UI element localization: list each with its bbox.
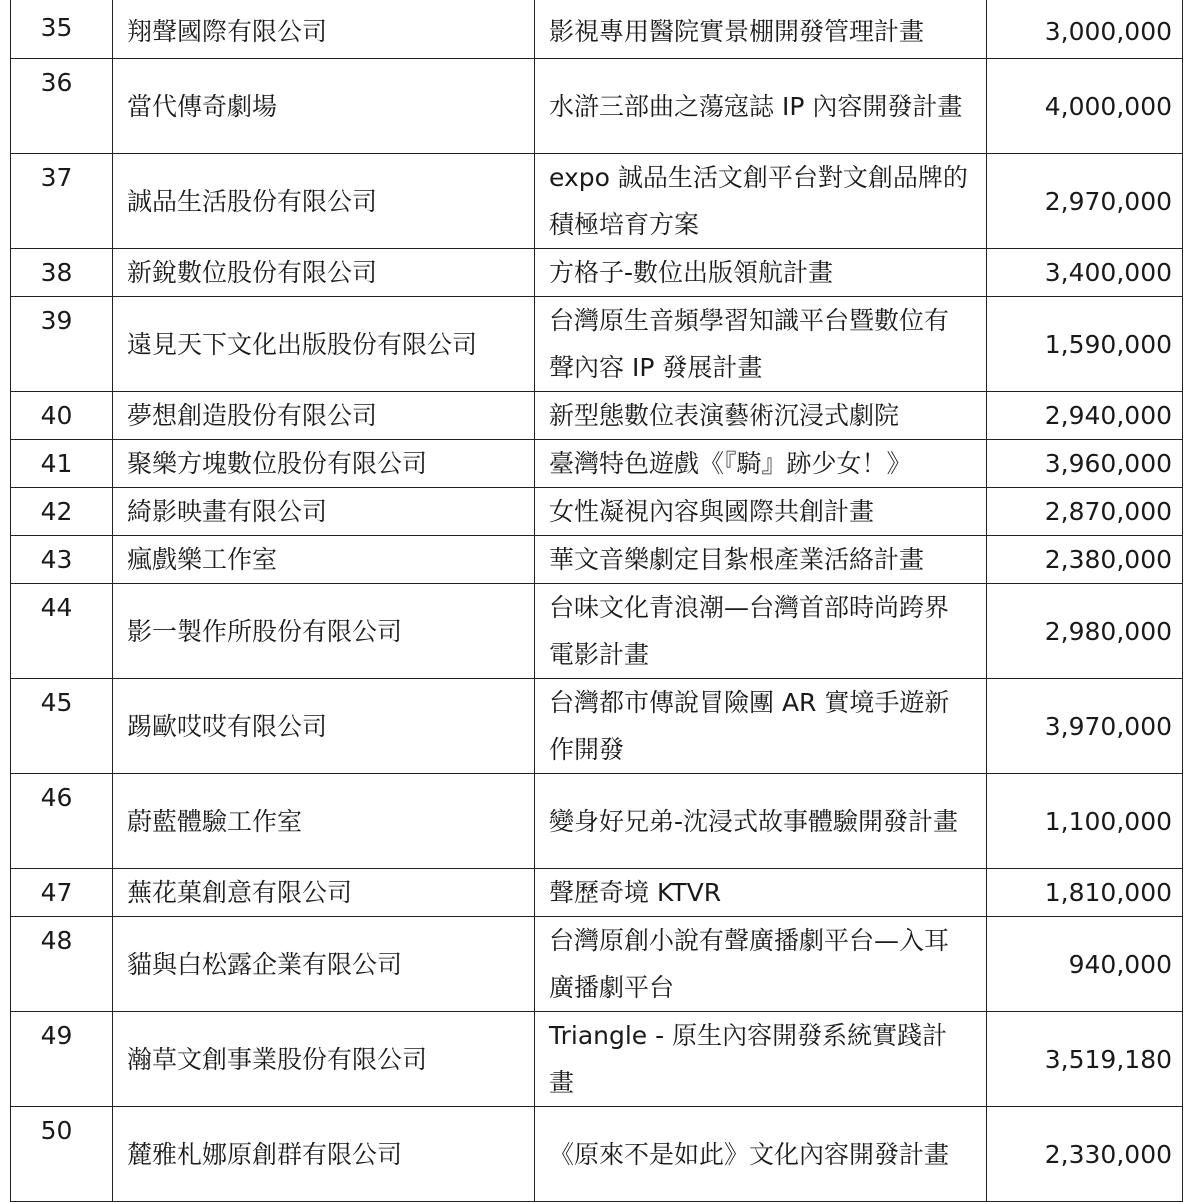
row-number: 50 (11, 1107, 113, 1202)
project-title: 聲歷奇境 KTVR (535, 869, 987, 917)
row-number: 47 (11, 869, 113, 917)
project-title: Triangle - 原生內容開發系統實踐計畫 (535, 1012, 987, 1107)
organization-name: 蕪花菓創意有限公司 (113, 869, 535, 917)
row-number: 49 (11, 1012, 113, 1107)
grant-amount: 3,970,000 (987, 679, 1183, 774)
grant-amount: 1,590,000 (987, 297, 1183, 392)
table-row (11, 1012, 1183, 1107)
project-title: 台灣都市傳說冒險團 AR 實境手遊新作開發 (535, 679, 987, 774)
organization-name: 貓與白松露企業有限公司 (113, 917, 535, 1012)
project-title: 影視專用醫院實景棚開發管理計畫 (535, 0, 987, 59)
table-row (11, 488, 1183, 536)
project-title: 新型態數位表演藝術沉浸式劇院 (535, 392, 987, 440)
row-number: 39 (11, 297, 113, 392)
row-number: 38 (11, 249, 113, 297)
organization-name: 麓雅札娜原創群有限公司 (113, 1107, 535, 1202)
table-row (11, 584, 1183, 679)
row-number: 35 (11, 0, 113, 59)
row-number: 44 (11, 584, 113, 679)
organization-name: 夢想創造股份有限公司 (113, 392, 535, 440)
organization-name: 翔聲國際有限公司 (113, 0, 535, 59)
row-number: 37 (11, 154, 113, 249)
organization-name: 瀚草文創事業股份有限公司 (113, 1012, 535, 1107)
grant-amount: 2,330,000 (987, 1107, 1183, 1202)
row-number: 41 (11, 440, 113, 488)
table-row (11, 392, 1183, 440)
grant-amount: 1,100,000 (987, 774, 1183, 869)
row-number: 45 (11, 679, 113, 774)
grant-amount: 2,940,000 (987, 392, 1183, 440)
project-title: 水滸三部曲之蕩寇誌 IP 內容開發計畫 (535, 59, 987, 154)
table-row (11, 679, 1183, 774)
table-row (11, 917, 1183, 1012)
table-row (11, 869, 1183, 917)
grant-amount: 3,960,000 (987, 440, 1183, 488)
table-row (11, 774, 1183, 869)
table-row (11, 440, 1183, 488)
row-number: 36 (11, 59, 113, 154)
organization-name: 蔚藍體驗工作室 (113, 774, 535, 869)
grant-amount: 1,810,000 (987, 869, 1183, 917)
grant-amount: 3,400,000 (987, 249, 1183, 297)
organization-name: 踢歐哎哎有限公司 (113, 679, 535, 774)
organization-name: 瘋戲樂工作室 (113, 536, 535, 584)
organization-name: 綺影映畫有限公司 (113, 488, 535, 536)
project-title: 台灣原生音頻學習知識平台暨數位有聲內容 IP 發展計畫 (535, 297, 987, 392)
project-title: expo 誠品生活文創平台對文創品牌的積極培育方案 (535, 154, 987, 249)
organization-name: 影一製作所股份有限公司 (113, 584, 535, 679)
grant-amount: 2,970,000 (987, 154, 1183, 249)
document-page (10, 0, 1182, 1202)
table-row (11, 536, 1183, 584)
project-title: 變身好兄弟-沈浸式故事體驗開發計畫 (535, 774, 987, 869)
project-title: 臺灣特色遊戲《『騎』跡少女！》 (535, 440, 987, 488)
grant-table (10, 0, 1183, 1202)
grant-amount: 2,380,000 (987, 536, 1183, 584)
grant-amount: 2,870,000 (987, 488, 1183, 536)
table-row (11, 249, 1183, 297)
grant-amount: 3,519,180 (987, 1012, 1183, 1107)
grant-amount: 940,000 (987, 917, 1183, 1012)
table-row (11, 59, 1183, 154)
table-row (11, 297, 1183, 392)
row-number: 48 (11, 917, 113, 1012)
project-title: 華文音樂劇定目紮根產業活絡計畫 (535, 536, 987, 584)
organization-name: 新銳數位股份有限公司 (113, 249, 535, 297)
project-title: 台灣原創小說有聲廣播劇平台—入耳廣播劇平台 (535, 917, 987, 1012)
table-row (11, 154, 1183, 249)
row-number: 42 (11, 488, 113, 536)
table-row (11, 0, 1183, 59)
row-number: 40 (11, 392, 113, 440)
organization-name: 誠品生活股份有限公司 (113, 154, 535, 249)
organization-name: 當代傳奇劇場 (113, 59, 535, 154)
organization-name: 遠見天下文化出版股份有限公司 (113, 297, 535, 392)
project-title: 方格子-數位出版領航計畫 (535, 249, 987, 297)
table-row (11, 1107, 1183, 1202)
grant-amount: 2,980,000 (987, 584, 1183, 679)
organization-name: 聚樂方塊數位股份有限公司 (113, 440, 535, 488)
project-title: 台味文化青浪潮—台灣首部時尚跨界電影計畫 (535, 584, 987, 679)
grant-amount: 4,000,000 (987, 59, 1183, 154)
project-title: 《原來不是如此》文化內容開發計畫 (535, 1107, 987, 1202)
project-title: 女性凝視內容與國際共創計畫 (535, 488, 987, 536)
row-number: 46 (11, 774, 113, 869)
grant-amount: 3,000,000 (987, 0, 1183, 59)
row-number: 43 (11, 536, 113, 584)
